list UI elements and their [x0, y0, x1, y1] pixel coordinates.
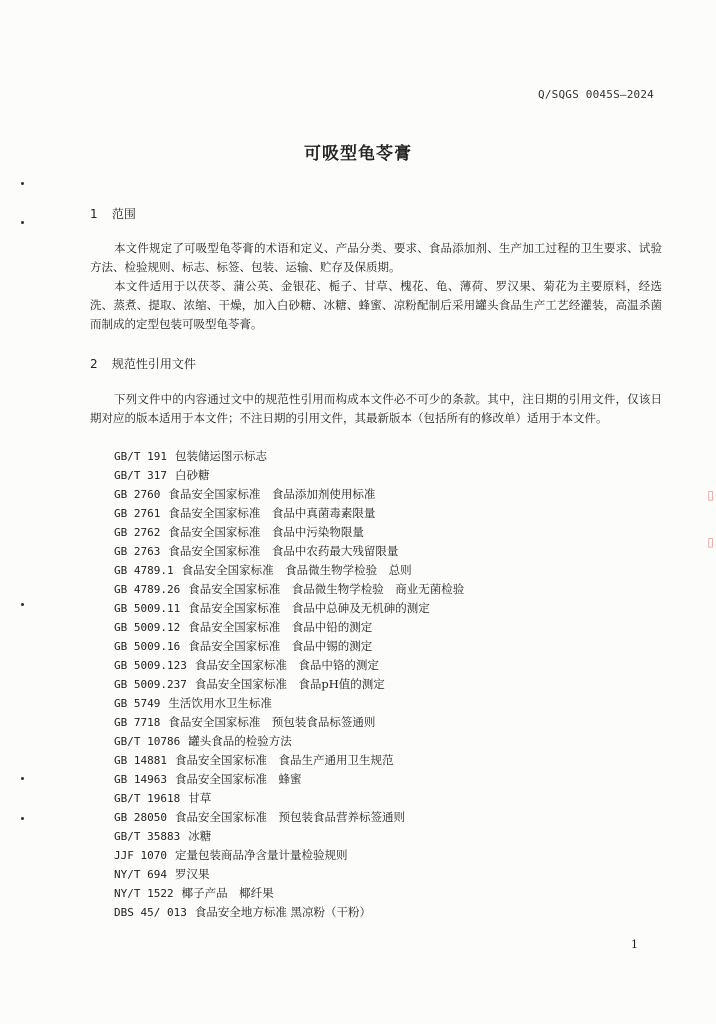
- reference-item: [114, 675, 464, 694]
- margin-dot: [21, 221, 24, 224]
- reference-item: [114, 485, 464, 504]
- reference-item: [114, 827, 464, 846]
- reference-item: [114, 884, 464, 903]
- margin-dot: [21, 777, 24, 780]
- section-title: 范围: [111, 207, 136, 221]
- reference-code: JJF 1070: [114, 849, 167, 862]
- reference-item: [114, 580, 464, 599]
- reference-title: 罐头食品的检验方法: [188, 734, 292, 748]
- reference-title: 食品安全国家标准 食品中污染物限量: [168, 525, 364, 539]
- reference-code: GB 28050: [114, 811, 167, 824]
- reference-title: 食品安全国家标准 蜂蜜: [174, 772, 302, 786]
- reference-item: [114, 770, 464, 789]
- reference-title: 食品安全国家标准 食品生产通用卫生规范: [174, 753, 394, 767]
- reference-title: 食品安全国家标准 预包装食品营养标签通则: [174, 810, 405, 824]
- reference-title: 食品安全国家标准 食品中农药最大残留限量: [168, 544, 399, 558]
- reference-item: [114, 599, 464, 618]
- reference-code: GB 2760: [114, 488, 161, 501]
- reference-title: 罗汉果: [174, 867, 210, 881]
- section-number: 1: [90, 207, 98, 221]
- reference-title: 食品安全国家标准 食品添加剂使用标准: [168, 487, 376, 501]
- reference-item: [114, 865, 464, 884]
- margin-dot: [21, 817, 24, 820]
- reference-item: [114, 447, 464, 466]
- scope-paragraph-2: 本文件适用于以茯苓、蒲公英、金银花、栀子、甘草、槐花、龟、薄荷、罗汉果、菊花为主要原料，经选洗、蒸煮、提取、浓缩、干燥，加入白砂糖、冰糖、蜂蜜、凉粉配制后采用罐头食品生产工艺经灌装，高温杀菌而制成的定型包装可吸型龟苓膏。: [90, 279, 662, 331]
- reference-title: 食品安全国家标准 食品pH值的测定: [194, 677, 385, 691]
- section-heading-references: [90, 355, 196, 372]
- reference-item: [114, 656, 464, 675]
- reference-title: 食品安全国家标准 食品微生物学检验 总则: [181, 563, 412, 577]
- stamp-fragment: ▯: [707, 535, 714, 549]
- reference-item: [114, 561, 464, 580]
- references-intro: 下列文件中的内容通过文中的规范性引用而构成本文件必不可少的条款。其中，注日期的引用文件，仅该日期对应的版本适用于本文件；不注日期的引用文件，其最新版本（包括所有的修改单）适用于本文件。: [90, 392, 662, 425]
- reference-item: [114, 637, 464, 656]
- reference-item: [114, 504, 464, 523]
- section-title: 规范性引用文件: [111, 357, 196, 371]
- reference-title: 包装储运图示标志: [174, 449, 267, 463]
- reference-code: GB 14881: [114, 754, 167, 767]
- reference-code: GB 2763: [114, 545, 161, 558]
- reference-item: [114, 751, 464, 770]
- reference-title: 食品安全地方标准 黑凉粉（干粉）: [194, 905, 372, 919]
- reference-title: 食品安全国家标准 食品中总砷及无机砷的测定: [188, 601, 430, 615]
- reference-code: GB 5009.237: [114, 678, 187, 691]
- reference-list: [114, 447, 464, 922]
- reference-title: 食品安全国家标准 食品微生物学检验 商业无菌检验: [188, 582, 465, 596]
- document-title: 可吸型龟苓膏: [304, 144, 412, 164]
- reference-code: DBS 45/ 013: [114, 906, 187, 919]
- reference-code: GB 7718: [114, 716, 161, 729]
- reference-code: GB 5009.11: [114, 602, 181, 615]
- reference-code: GB 4789.26: [114, 583, 181, 596]
- reference-item: [114, 808, 464, 827]
- reference-code: GB/T 317: [114, 469, 167, 482]
- reference-title: 椰子产品 椰纤果: [181, 886, 274, 900]
- reference-code: GB 5749: [114, 697, 161, 710]
- reference-title: 食品安全国家标准 预包装食品标签通则: [168, 715, 376, 729]
- reference-code: GB 2762: [114, 526, 161, 539]
- reference-title: 生活饮用水卫生标准: [168, 696, 272, 710]
- section-heading-scope: [90, 205, 136, 222]
- reference-item: [114, 713, 464, 732]
- reference-code: GB/T 10786: [114, 735, 181, 748]
- reference-code: GB 5009.16: [114, 640, 181, 653]
- reference-item: [114, 846, 464, 865]
- reference-title: 定量包装商品净含量计量检验规则: [174, 848, 348, 862]
- scope-paragraph-1: 本文件规定了可吸型龟苓膏的术语和定义、产品分类、要求、食品添加剂、生产加工过程的卫生要求、试验方法、检验规则、标志、标签、包装、运输、贮存及保质期。: [90, 241, 662, 274]
- reference-code: GB/T 191: [114, 450, 167, 463]
- reference-title: 食品安全国家标准 食品中铅的测定: [188, 620, 373, 634]
- reference-item: [114, 618, 464, 637]
- reference-code: GB/T 19618: [114, 792, 181, 805]
- reference-title: 白砂糖: [174, 468, 210, 482]
- reference-title: 食品安全国家标准 食品中真菌毒素限量: [168, 506, 376, 520]
- section-number: 2: [90, 357, 98, 371]
- reference-item: [114, 732, 464, 751]
- reference-code: NY/T 1522: [114, 887, 174, 900]
- reference-code: GB 5009.12: [114, 621, 181, 634]
- reference-code: GB 5009.123: [114, 659, 187, 672]
- reference-item: [114, 903, 464, 922]
- document-code: Q/SQGS 0045S—2024: [538, 88, 654, 101]
- reference-code: GB 2761: [114, 507, 161, 520]
- stamp-fragment: ▯: [707, 488, 714, 502]
- margin-dot: [21, 603, 24, 606]
- reference-item: [114, 466, 464, 485]
- reference-title: 食品安全国家标准 食品中锡的测定: [188, 639, 373, 653]
- reference-item: [114, 523, 464, 542]
- reference-title: 甘草: [188, 791, 212, 805]
- reference-title: 冰糖: [188, 829, 212, 843]
- reference-code: GB 14963: [114, 773, 167, 786]
- reference-code: GB/T 35883: [114, 830, 181, 843]
- reference-code: NY/T 694: [114, 868, 167, 881]
- reference-code: GB 4789.1: [114, 564, 174, 577]
- reference-item: [114, 694, 464, 713]
- page-number: 1: [631, 938, 638, 951]
- reference-item: [114, 789, 464, 808]
- reference-title: 食品安全国家标准 食品中铬的测定: [194, 658, 379, 672]
- margin-dot: [21, 182, 24, 185]
- reference-item: [114, 542, 464, 561]
